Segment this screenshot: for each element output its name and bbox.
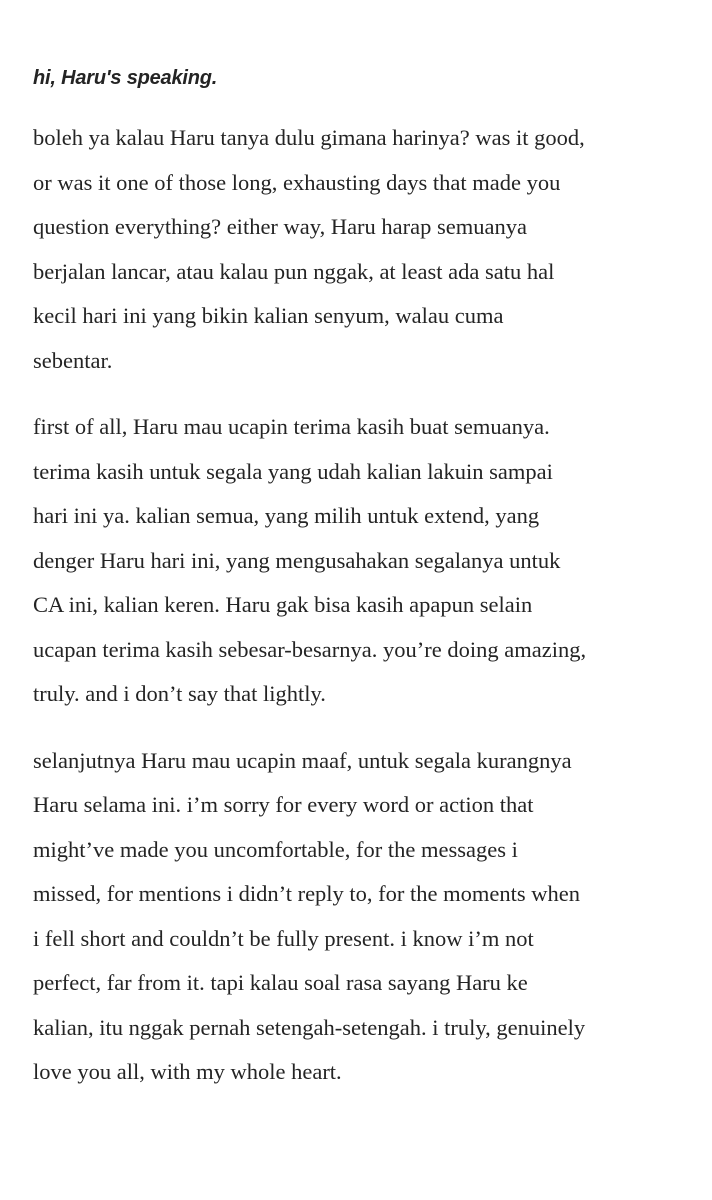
paragraph-line: berjalan lancar, atau kalau pun nggak, at least ada satu hal [33,258,555,284]
paragraph-line: might’ve made you uncomfortable, for the messages i [33,836,518,862]
paragraph-line: denger Haru hari ini, yang mengusahakan segalanya untuk [33,547,561,573]
paragraph-line: sebentar. [33,347,113,373]
paragraph-3 [33,739,683,1095]
paragraph-line: question everything? either way, Haru harap semuanya [33,214,527,239]
paragraph-line: love you all, with my whole heart. [33,1059,342,1084]
document-body [33,60,683,1117]
paragraph-line: first of all, Haru mau ucapin terima kasih buat semuanya. [33,414,550,439]
paragraph-line: boleh ya kalau Haru tanya dulu gimana harinya? was it good, [33,125,585,150]
document-heading: hi, Haru's speaking. [33,67,218,89]
paragraph-line: ucapan terima kasih sebesar-besarnya. you’re doing amazing, [33,636,587,662]
paragraph-line: i fell short and couldn’t be fully present. i know i’m not [33,925,534,951]
paragraph-line: Haru selama ini. i’m sorry for every word or action that [33,792,534,817]
paragraph-line: kalian, itu nggak pernah setengah-setengah. i truly, genuinely [33,1014,586,1040]
paragraph-line: kecil hari ini yang bikin kalian senyum, walau cuma [33,303,504,328]
paragraph-line: missed, for mentions i didn’t reply to, for the moments when [33,881,581,906]
paragraph-line: or was it one of those long, exhausting days that made you [33,169,561,195]
paragraph-2 [33,405,683,717]
paragraph-1 [33,116,683,383]
paragraph-line: CA ini, kalian keren. Haru gak bisa kasih apapun selain [33,592,533,617]
paragraph-line: terima kasih untuk segala yang udah kalian lakuin sampai [33,458,553,484]
paragraph-line: perfect, far from it. tapi kalau soal rasa sayang Haru ke [33,970,528,995]
paragraph-line: selanjutnya Haru mau ucapin maaf, untuk segala kurangnya [33,747,572,773]
paragraph-line: hari ini ya. kalian semua, yang milih untuk extend, yang [33,503,540,528]
paragraph-line: truly. and i don’t say that lightly. [33,681,326,706]
